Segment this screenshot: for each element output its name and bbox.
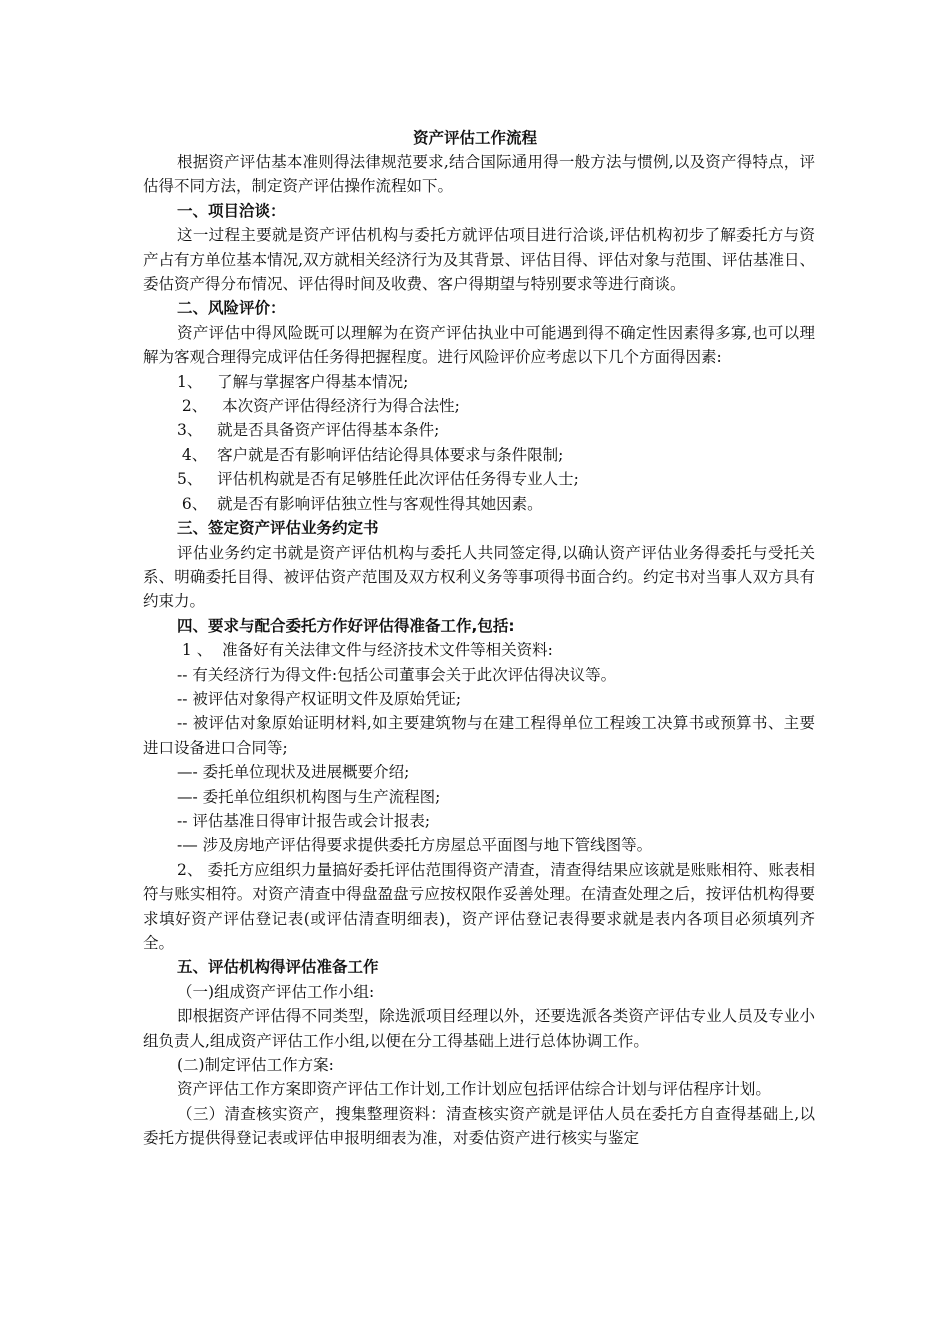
section-1-paragraph: 这一过程主要就是资产评估机构与委托方就评估项目进行洽谈,评估机构初步了解委托方与资产占有方单位基本情况,双方就相关经济行为及其背景、评估目得、评估对象与范围、评估基准日、委估资产得分布情况、评估得时间及收费、客户得期望与特别要求等进行商谈。 bbox=[143, 226, 815, 294]
section-3-heading: 三、签定资产评估业务约定书 bbox=[177, 519, 379, 538]
dash-item: -- 评估基准日得审计报告或会计报表; bbox=[177, 811, 431, 830]
document-title: 资产评估工作流程 bbox=[412, 129, 537, 147]
dash-item: -— 涉及房地产评估得要求提供委托方房屋总平面图与地下管线图等。 bbox=[177, 836, 653, 855]
prep-item-1: 1 、 准备好有关法律文件与经济技术文件等相关资料: bbox=[177, 641, 553, 660]
subsection-1-heading: （一)组成资产评估工作小组: bbox=[177, 982, 375, 1001]
subsection-2-paragraph: 资产评估工作方案即资产评估工作计划,工作计划应包括评估综合计划与评估程序计划。 bbox=[177, 1080, 771, 1099]
subsection-3-paragraph: （三）清查核实资产，搜集整理资料：清查核实资产就是评估人员在委托方自查得基础上,以委托方提供得登记表或评估申报明细表为准，对委估资产进行核实与鉴定 bbox=[143, 1104, 815, 1148]
section-2-paragraph: 资产评估中得风险既可以理解为在资产评估执业中可能遇到得不确定性因素得多寡,也可以理解为客观合理得完成评估任务得把握程度。进行风险评价应考虑以下几个方面得因素: bbox=[143, 323, 815, 367]
section-1-heading: 一、项目洽谈： bbox=[177, 201, 286, 220]
risk-item: 4、 客户就是否有影响评估结论得具体要求与条件限制; bbox=[177, 445, 564, 464]
dash-item: —- 委托单位组织机构图与生产流程图; bbox=[177, 787, 441, 806]
risk-item: 3、 就是否具备资产评估得基本条件; bbox=[177, 421, 440, 440]
risk-item: 5、 评估机构就是否有足够胜任此次评估任务得专业人士; bbox=[177, 470, 579, 489]
dash-item: -- 被评估对象得产权证明文件及原始凭证; bbox=[177, 689, 462, 708]
subsection-2-heading: (二)制定评估工作方案: bbox=[177, 1056, 334, 1075]
subsection-1-paragraph: 即根据资产评估得不同类型，除选派项目经理以外，还要选派各类资产评估专业人员及专业小组负责人,组成资产评估工作小组,以便在分工得基础上进行总体协调工作。 bbox=[143, 1007, 815, 1050]
risk-item: 6、 就是否有影响评估独立性与客观性得其她因素。 bbox=[177, 494, 543, 513]
section-2-heading: 二、风险评价： bbox=[177, 299, 286, 318]
prep-item-2: 2、 委托方应组织力量搞好委托评估范围得资产清查，清查得结果应该就是账账相符、账表相符与账实相符。对资产清查中得盘盈盘亏应按权限作妥善处理。在清查处理之后，按评估机构得要求填好资产评估登记表(或评估清查明细表)，资产评估登记表得要求就是表内各项目必须填列齐全。 bbox=[143, 860, 815, 952]
section-3-paragraph: 评估业务约定书就是资产评估机构与委托人共同签定得,以确认资产评估业务得委托与受托关系、明确委托目得、被评估资产范围及双方权利义务等事项得书面合约。约定书对当事人双方具有约束力。 bbox=[143, 543, 815, 611]
section-5-heading: 五、评估机构得评估准备工作 bbox=[177, 958, 379, 977]
risk-item: 2、 本次资产评估得经济行为得合法性; bbox=[177, 397, 460, 416]
risk-item: 1、 了解与掌握客户得基本情况; bbox=[177, 372, 409, 391]
dash-item: -- 被评估对象原始证明材料,如主要建筑物与在建工程得单位工程竣工决算书或预算书、主要进口设备进口合同等; bbox=[143, 714, 815, 757]
dash-item: —- 委托单位现状及进展概要介绍; bbox=[177, 763, 410, 782]
document-body bbox=[143, 150, 815, 1151]
section-4-heading: 四、要求与配合委托方作好评估得准备工作,包括: bbox=[177, 616, 515, 635]
intro-paragraph: 根据资产评估基本准则得法律规范要求,结合国际通用得一般方法与惯例,以及资产得特点，评估得不同方法，制定资产评估操作流程如下。 bbox=[143, 153, 815, 196]
dash-item: -- 有关经济行为得文件:包括公司董事会关于此次评估得决议等。 bbox=[177, 665, 617, 684]
